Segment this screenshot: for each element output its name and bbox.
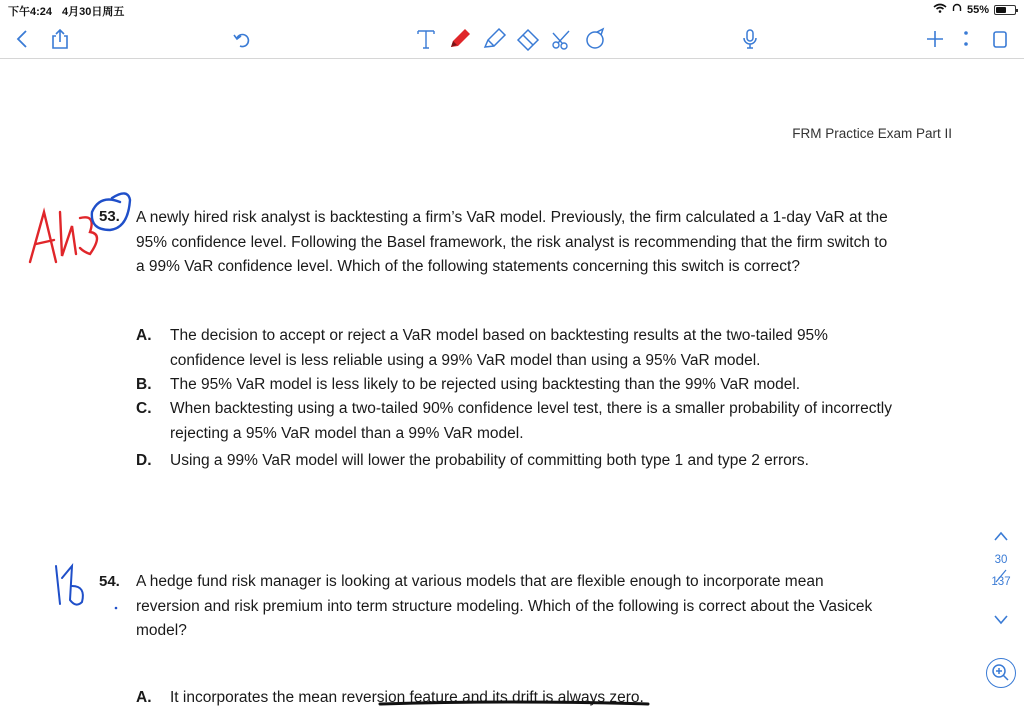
status-bar [0,0,1024,20]
pages-icon[interactable] [988,27,1012,51]
zoom-in-icon[interactable] [986,658,1016,688]
option-line: When backtesting using a two-tailed 90% confidence level test, there is a smaller probability of incorrectly [170,400,892,417]
option-line: confidence level is less reliable using a 99% VaR model than using a 95% VaR model. [170,351,761,369]
q54-option-a-letter: A. [136,689,152,706]
share-icon[interactable] [48,27,72,51]
q53-option-a-text [170,324,828,373]
question-54-line: model? [136,622,187,639]
red-ink-stroke [30,212,56,262]
document-header: FRM Practice Exam Part II [792,126,952,141]
question-53-line: 95% confidence level. Following the Basel framework, the risk analyst is recommending that the firm switch to [136,233,888,251]
status-right [933,3,1016,16]
page-down-icon[interactable] [992,612,1010,626]
more-icon[interactable] [958,27,974,51]
highlighter-icon[interactable] [480,27,508,51]
option-line: Using a 99% VaR model will lower the probability of committing both type 1 and type 2 errors. [170,452,809,469]
question-54-text [136,570,872,644]
shape-icon[interactable] [582,27,610,51]
question-53-number: 53. [99,208,120,225]
option-line: The 95% VaR model is less likely to be rejected using backtesting than the 99% VaR model. [170,376,801,393]
q53-option-d-text [170,449,809,474]
toolbar [0,20,1024,59]
wifi-icon [933,3,947,16]
page-up-icon[interactable] [992,529,1010,543]
question-54-line: reversion and risk premium into term structure modeling. Which of the following is correct about the Vasicek [136,597,873,615]
q53-option-c-text [170,397,892,446]
question-53-line: a 99% VaR confidence level. Which of the following statements concerning this switch is correct? [136,258,800,275]
question-53-line: A newly hired risk analyst is backtesting a firm’s VaR model. Previously, the firm calculated a 1-day VaR at the [136,209,888,226]
status-time: 下午4:24 [8,6,53,18]
option-line: rejecting a 95% VaR model than a 99% VaR model. [170,424,524,442]
option-line: It incorporates the mean reversion feature and its drift is always zero. [170,689,644,706]
q53-option-b-text [170,373,800,398]
red-ink-stroke [80,217,97,254]
q54-option-a-text [170,686,644,711]
add-icon[interactable] [922,27,948,51]
undo-icon[interactable] [230,27,254,51]
lasso-icon[interactable] [548,27,576,51]
current-page: 30 [994,554,1008,566]
red-ink-stroke [60,212,76,256]
microphone-icon[interactable] [738,27,762,51]
battery-percent: 55% [966,3,989,16]
eraser-icon[interactable] [514,27,542,51]
q53-option-d-letter: D. [136,452,152,469]
q53-option-a-letter: A. [136,327,152,344]
pen-icon[interactable] [446,27,474,51]
blue-ink-stroke [56,566,83,605]
battery-icon [994,5,1016,15]
question-54-number: 54. [99,573,120,590]
option-line: The decision to accept or reject a VaR model based on backtesting results at the two-tailed 95% [170,327,828,344]
question-53-text [136,206,888,280]
status-date: 4月30日周五 [62,6,125,18]
text-tool-icon[interactable] [414,27,438,51]
total-pages: 137 [991,576,1011,588]
q53-option-b-letter: B. [136,376,152,393]
headphones-icon [952,3,962,16]
back-icon[interactable] [12,27,32,51]
question-54-line: A hedge fund risk manager is looking at various models that are flexible enough to incorporate mean [136,573,824,590]
battery-fill [996,7,1006,13]
page-divider [992,568,1010,584]
blue-ink-dot [115,607,118,610]
q53-option-c-letter: C. [136,400,152,417]
